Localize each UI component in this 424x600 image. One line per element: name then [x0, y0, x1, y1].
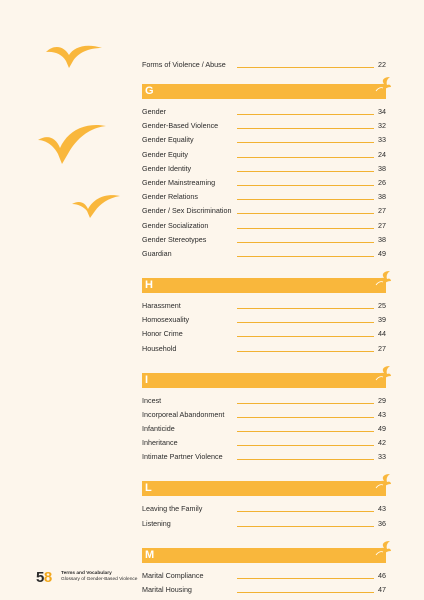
entry-page-number: 49: [378, 249, 386, 258]
page-number-digit: 5: [36, 569, 44, 586]
entry-page-number: 38: [378, 163, 386, 173]
entry-page-number: 24: [378, 149, 386, 159]
leader-line: [237, 228, 374, 229]
glossary-entry: [142, 409, 386, 421]
glossary-entry: [142, 328, 386, 340]
leader-line: [237, 417, 374, 418]
entry-term: Gender Stereotypes: [142, 234, 207, 244]
bird-icon: [370, 539, 392, 566]
glossary-entry: [142, 205, 386, 217]
entry-page-number: 25: [378, 301, 386, 310]
entry-term: Harassment: [142, 301, 181, 310]
entry-page-number: 27: [378, 206, 386, 216]
glossary-entry: [142, 518, 386, 530]
bird-icon: [370, 364, 392, 391]
leader-line: [237, 114, 374, 115]
entry-term: Gender Equity: [142, 149, 188, 159]
glossary-entry: [142, 234, 386, 246]
entry-term: Gender Equality: [142, 135, 194, 145]
glossary-entry: [142, 584, 386, 596]
bird-icon: [44, 42, 104, 72]
glossary-entry: [142, 395, 386, 407]
entry-page-number: 38: [378, 192, 386, 202]
leader-line: [237, 142, 374, 143]
entry-page-number: 33: [378, 135, 386, 145]
page-number: [36, 569, 52, 587]
entry-page-number: 26: [378, 178, 386, 187]
leader-line: [237, 336, 374, 337]
bird-icon: [370, 75, 392, 102]
glossary-entry: [142, 220, 386, 232]
entry-page-number: 43: [378, 504, 386, 514]
glossary-entry: [142, 163, 386, 175]
entry-term: Gender-Based Violence: [142, 121, 219, 131]
entry-term: Gender: [142, 107, 166, 116]
entry-page-number: 33: [378, 452, 386, 462]
glossary-entry: [142, 314, 386, 326]
entry-page-number: 36: [378, 518, 386, 528]
glossary-entry: [142, 343, 386, 355]
leader-line: [237, 403, 374, 404]
leader-line: [237, 511, 374, 512]
entry-term: Gender Identity: [142, 163, 192, 173]
leader-line: [237, 213, 374, 214]
section-header-m: [142, 548, 386, 563]
entry-term: Household: [142, 343, 177, 353]
entry-term: Forms of Violence / Abuse: [142, 60, 226, 69]
entry-page-number: 49: [378, 424, 386, 433]
glossary-entry: [142, 423, 386, 435]
entry-page-number: 42: [378, 438, 386, 448]
entry-page-number: 29: [378, 395, 386, 405]
glossary-entry: [142, 149, 386, 161]
entry-term: Homosexuality: [142, 315, 190, 325]
leader-line: [237, 592, 374, 593]
entry-page-number: 27: [378, 220, 386, 230]
entry-page-number: 38: [378, 234, 386, 244]
leader-line: [237, 308, 374, 309]
leader-line: [237, 322, 374, 323]
bird-icon: [370, 269, 392, 296]
leader-line: [237, 256, 374, 257]
section-header-i: [142, 373, 386, 388]
footer-subtitle: Glossary of Gender-Based Violence: [61, 577, 138, 582]
glossary-entry: [142, 570, 386, 582]
glossary-entry: [142, 177, 386, 189]
entry-term: Inheritance: [142, 438, 178, 448]
entry-term: Gender Socialization: [142, 220, 209, 230]
leader-line: [237, 431, 374, 432]
entry-term: Infanticide: [142, 424, 175, 433]
entry-term: Listening: [142, 518, 171, 528]
section-header-g: [142, 84, 386, 99]
entry-term: Marital Compliance: [142, 570, 204, 580]
glossary-entry: [142, 503, 386, 515]
section-header-h: [142, 278, 386, 293]
leader-line: [237, 157, 374, 158]
bird-icon: [370, 472, 392, 499]
glossary-entry: [142, 134, 386, 146]
leader-line: [237, 242, 374, 243]
glossary-entry: [142, 106, 386, 118]
entry-term: Guardian: [142, 249, 172, 258]
leader-line: [237, 526, 374, 527]
glossary-entry: [142, 59, 386, 71]
entry-page-number: 27: [378, 343, 386, 353]
section-letter: M: [145, 548, 155, 561]
leader-line: [237, 199, 374, 200]
bird-icon: [70, 190, 122, 220]
leader-line: [237, 171, 374, 172]
entry-term: Incorporeal Abandonment: [142, 409, 225, 419]
entry-term: Gender Relations: [142, 192, 198, 202]
leader-line: [237, 351, 374, 352]
glossary-entry: [142, 120, 386, 132]
section-letter: H: [145, 279, 153, 291]
leader-line: [237, 128, 374, 129]
entry-term: Gender Mainstreaming: [142, 178, 216, 187]
glossary-entry: [142, 191, 386, 203]
entry-term: Leaving the Family: [142, 504, 203, 514]
entry-term: Intimate Partner Violence: [142, 452, 223, 462]
entry-page-number: 32: [378, 121, 386, 131]
entry-term: Gender / Sex Discrimination: [142, 206, 232, 216]
entry-page-number: 47: [378, 584, 386, 594]
section-letter: I: [145, 373, 149, 386]
entry-page-number: 39: [378, 315, 386, 325]
entry-page-number: 46: [378, 570, 386, 580]
leader-line: [237, 185, 374, 186]
glossary-entry: [142, 437, 386, 449]
entry-term: Incest: [142, 395, 162, 405]
entry-page-number: 44: [378, 329, 386, 339]
section-letter: L: [145, 482, 152, 495]
bird-icon: [36, 118, 108, 168]
entry-page-number: 22: [378, 60, 386, 69]
glossary-entry: [142, 300, 386, 312]
glossary-entry: [142, 248, 386, 260]
leader-line: [237, 67, 374, 68]
leader-line: [237, 459, 374, 460]
section-letter: G: [145, 85, 154, 97]
leader-line: [237, 445, 374, 446]
entry-page-number: 43: [378, 409, 386, 419]
glossary-entry: [142, 451, 386, 463]
leader-line: [237, 578, 374, 579]
entry-term: Marital Housing: [142, 584, 192, 594]
section-header-l: [142, 481, 386, 496]
footer-title: Terms and Vocabulary: [61, 571, 112, 576]
page-number-digit: 8: [43, 569, 52, 586]
entry-page-number: 34: [378, 107, 386, 116]
entry-term: Honor Crime: [142, 329, 183, 339]
